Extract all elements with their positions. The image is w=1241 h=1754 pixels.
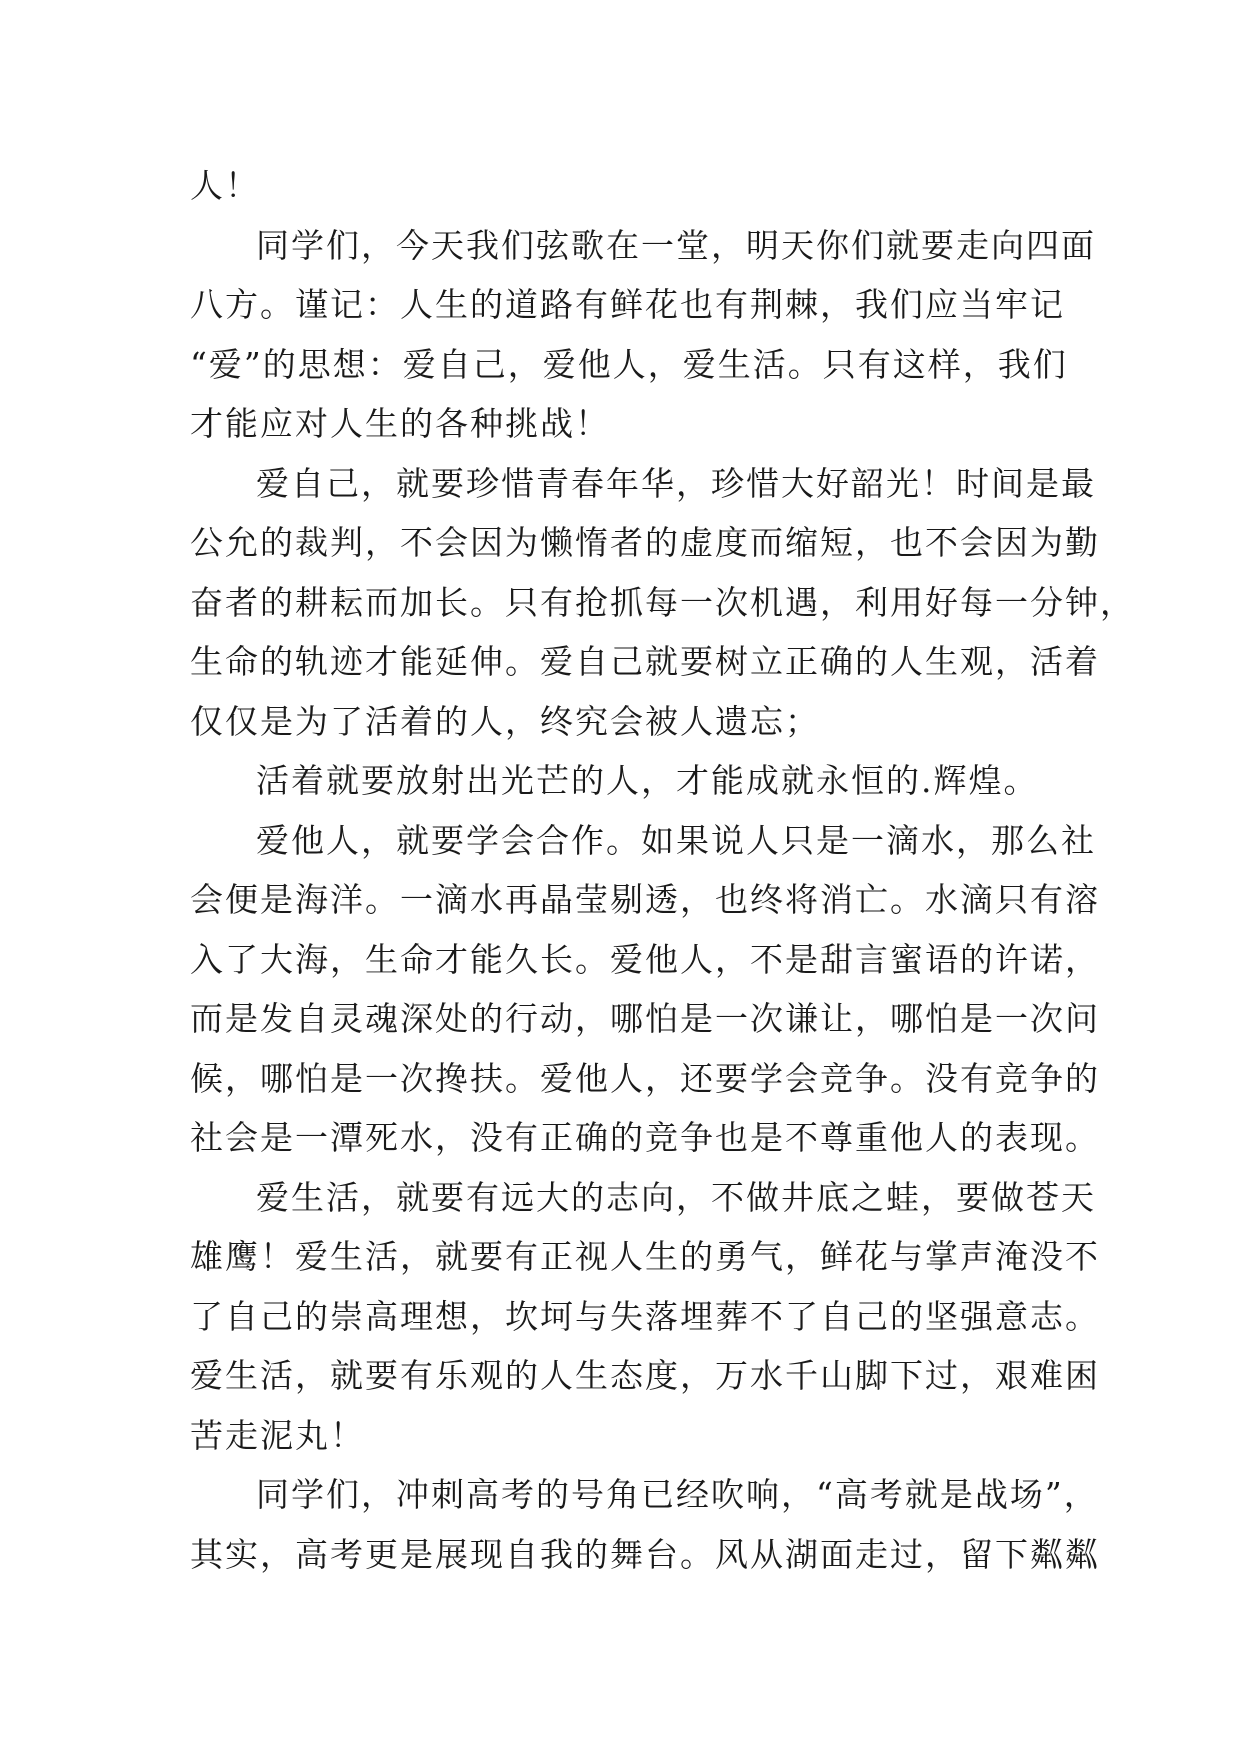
text-line: 八方。谨记：人生的道路有鲜花也有荆棘，我们应当牢记 xyxy=(190,285,1065,324)
text-line: 爱生活，就要有远大的志向，不做井底之蛙，要做苍天 xyxy=(256,1177,1096,1217)
text-line: 候，哪怕是一次搀扶。爱他人，还要学会竞争。没有竞争的 xyxy=(190,1058,1100,1098)
text-line: 同学们，冲刺高考的号角已经吹响，“高考就是战场”， xyxy=(256,1475,1099,1514)
text-line: 人！ xyxy=(190,166,260,205)
text-line: 才能应对人生的各种挑战！ xyxy=(190,404,610,443)
text-line: 其实，高考更是展现自我的舞台。风从湖面走过，留下粼粼 xyxy=(190,1534,1100,1574)
text-line: 生命的轨迹才能延伸。爱自己就要树立正确的人生观，活着 xyxy=(190,642,1100,681)
text-line: 社会是一潭死水，没有正确的竞争也是不尊重他人的表现。 xyxy=(190,1118,1100,1157)
text-line: 同学们，今天我们弦歌在一堂，明天你们就要走向四面 xyxy=(256,225,1096,265)
text-line: 雄鹰！爱生活，就要有正视人生的勇气，鲜花与掌声淹没不 xyxy=(190,1237,1100,1276)
text-line: 仅仅是为了活着的人，终究会被人遗忘； xyxy=(190,701,820,741)
text-line: “爱”的思想：爱自己，爱他人，爱生活。只有这样，我们 xyxy=(190,344,1068,384)
text-line: 了自己的崇高理想，坎坷与失落埋葬不了自己的坚强意志。 xyxy=(190,1296,1100,1336)
text-line: 爱他人，就要学会合作。如果说人只是一滴水，那么社 xyxy=(256,820,1096,860)
text-line: 奋者的耕耘而加长。只有抢抓每一次机遇，利用好每一分钟， xyxy=(190,582,1135,622)
text-line: 而是发自灵魂深处的行动，哪怕是一次谦让，哪怕是一次问 xyxy=(190,999,1100,1038)
text-line: 公允的裁判，不会因为懒惰者的虚度而缩短，也不会因为勤 xyxy=(190,523,1100,562)
text-line: 活着就要放射出光芒的人，才能成就永恒的.辉煌。 xyxy=(256,761,1039,800)
text-line: 爱生活，就要有乐观的人生态度，万水千山脚下过，艰难困 xyxy=(190,1356,1100,1395)
document-body xyxy=(190,156,1135,1584)
text-line: 苦走泥丸！ xyxy=(190,1415,365,1455)
text-line: 会便是海洋。一滴水再晶莹剔透，也终将消亡。水滴只有溶 xyxy=(190,880,1100,919)
text-line: 爱自己，就要珍惜青春年华，珍惜大好韶光！时间是最 xyxy=(256,463,1096,503)
text-line: 入了大海，生命才能久长。爱他人，不是甜言蜜语的许诺， xyxy=(190,939,1100,979)
